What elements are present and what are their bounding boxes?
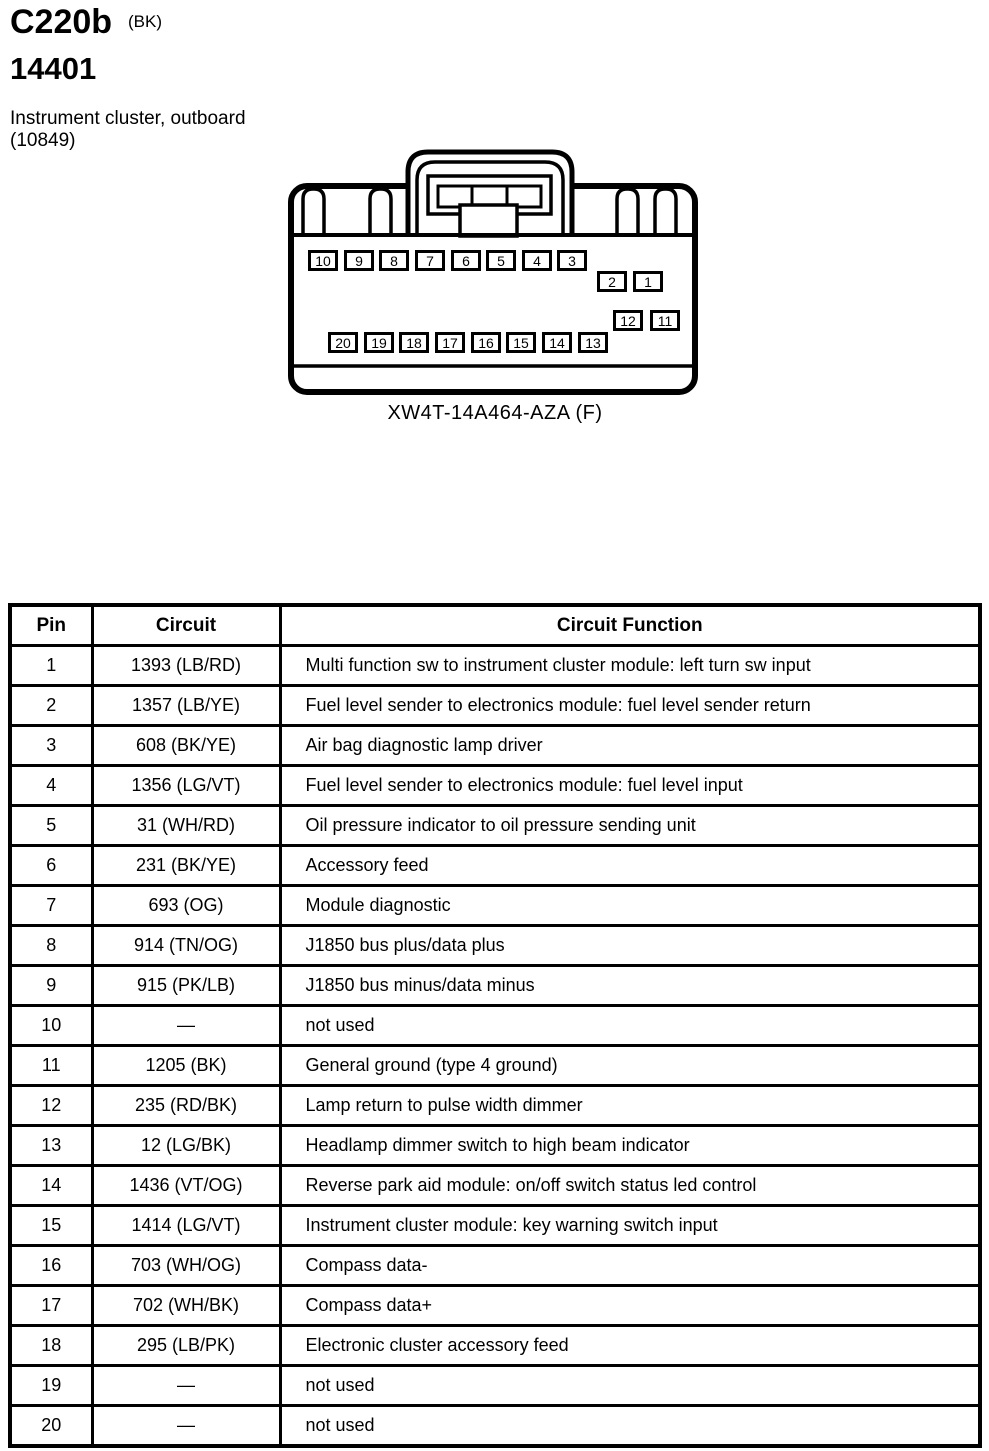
function-cell: Instrument cluster module: key warning switch input	[280, 1206, 980, 1246]
circuit-cell: 231 (BK/YE)	[92, 846, 280, 886]
pin-cavity-10: 10	[308, 250, 338, 271]
circuit-cell: 608 (BK/YE)	[92, 726, 280, 766]
table-row	[10, 966, 980, 1006]
pin-cavity-17: 17	[435, 332, 465, 353]
function-cell: General ground (type 4 ground)	[280, 1046, 980, 1086]
pin-cavity-11: 11	[650, 310, 680, 331]
circuit-cell: 1356 (LG/VT)	[92, 766, 280, 806]
pin-cell: 6	[10, 846, 92, 886]
connector-part-label: XW4T-14A464-AZA (F)	[387, 402, 603, 424]
connector-id: C220b	[10, 3, 113, 41]
pin-cell: 19	[10, 1366, 92, 1406]
column-header-circuit-function: Circuit Function	[280, 605, 980, 646]
pin-cell: 11	[10, 1046, 92, 1086]
circuit-cell: 295 (LB/PK)	[92, 1326, 280, 1366]
connector-description: Instrument cluster, outboard	[10, 108, 246, 129]
circuit-cell: —	[92, 1366, 280, 1406]
function-cell: Fuel level sender to electronics module: fuel level input	[280, 766, 980, 806]
table-row	[10, 1086, 980, 1126]
table-row	[10, 1046, 980, 1086]
pin-cavity-14: 14	[542, 332, 572, 353]
connector-rib	[655, 189, 676, 235]
pin-cavity-20: 20	[328, 332, 358, 353]
pin-cavity-5: 5	[486, 250, 516, 271]
connector-description-code: (10849)	[10, 130, 76, 151]
function-cell: Electronic cluster accessory feed	[280, 1326, 980, 1366]
pin-cavity-19: 19	[364, 332, 394, 353]
connector-rib	[617, 189, 638, 235]
pinout-table	[8, 603, 982, 1448]
function-cell: Module diagnostic	[280, 886, 980, 926]
function-cell: Accessory feed	[280, 846, 980, 886]
pin-cavity-16: 16	[471, 332, 501, 353]
table-row	[10, 886, 980, 926]
function-cell: J1850 bus minus/data minus	[280, 966, 980, 1006]
part-number: 14401	[10, 51, 97, 86]
table-header-row	[10, 605, 980, 646]
pin-cell: 4	[10, 766, 92, 806]
pin-cell: 8	[10, 926, 92, 966]
circuit-cell: 1393 (LB/RD)	[92, 646, 280, 686]
pin-cavity-6: 6	[451, 250, 481, 271]
circuit-cell: 12 (LG/BK)	[92, 1126, 280, 1166]
column-header-pin: Pin	[10, 605, 92, 646]
circuit-cell: 702 (WH/BK)	[92, 1286, 280, 1326]
pin-cell: 1	[10, 646, 92, 686]
pin-cavity-3: 3	[557, 250, 587, 271]
pin-cell: 17	[10, 1286, 92, 1326]
table-row	[10, 1166, 980, 1206]
pin-cavity-8: 8	[379, 250, 409, 271]
table-row	[10, 686, 980, 726]
circuit-cell: —	[92, 1006, 280, 1046]
pin-cavity-18: 18	[399, 332, 429, 353]
function-cell: not used	[280, 1006, 980, 1046]
pin-cavity-2: 2	[597, 271, 627, 292]
pin-cavity-13: 13	[578, 332, 608, 353]
pin-cell: 12	[10, 1086, 92, 1126]
pin-cavity-7: 7	[415, 250, 445, 271]
table-row	[10, 1366, 980, 1406]
function-cell: Multi function sw to instrument cluster module: left turn sw input	[280, 646, 980, 686]
circuit-cell: 693 (OG)	[92, 886, 280, 926]
function-cell: Oil pressure indicator to oil pressure sending unit	[280, 806, 980, 846]
function-cell: not used	[280, 1406, 980, 1447]
pin-cavity-1: 1	[633, 271, 663, 292]
table-row	[10, 1126, 980, 1166]
circuit-cell: 1205 (BK)	[92, 1046, 280, 1086]
table-row	[10, 1286, 980, 1326]
function-cell: Headlamp dimmer switch to high beam indicator	[280, 1126, 980, 1166]
function-cell: Air bag diagnostic lamp driver	[280, 726, 980, 766]
pin-cell: 3	[10, 726, 92, 766]
pin-cell: 7	[10, 886, 92, 926]
pin-cell: 2	[10, 686, 92, 726]
table-row	[10, 726, 980, 766]
pin-cell: 13	[10, 1126, 92, 1166]
table-row	[10, 1206, 980, 1246]
connector-rib	[303, 189, 324, 235]
pin-cell: 10	[10, 1006, 92, 1046]
pin-cavity-15: 15	[506, 332, 536, 353]
table-row	[10, 846, 980, 886]
pin-cell: 5	[10, 806, 92, 846]
connector-latch-stem	[460, 205, 517, 236]
circuit-cell: 1357 (LB/YE)	[92, 686, 280, 726]
function-cell: Compass data+	[280, 1286, 980, 1326]
function-cell: J1850 bus plus/data plus	[280, 926, 980, 966]
circuit-cell: 31 (WH/RD)	[92, 806, 280, 846]
connector-drawing	[0, 0, 989, 450]
pin-cell: 14	[10, 1166, 92, 1206]
pin-cavity-12: 12	[613, 310, 643, 331]
table-row	[10, 806, 980, 846]
pin-cell: 16	[10, 1246, 92, 1286]
table-row	[10, 646, 980, 686]
table-row	[10, 1006, 980, 1046]
pin-cell: 9	[10, 966, 92, 1006]
pin-cell: 20	[10, 1406, 92, 1447]
circuit-cell: 1436 (VT/OG)	[92, 1166, 280, 1206]
circuit-cell: —	[92, 1406, 280, 1447]
table-row	[10, 1246, 980, 1286]
function-cell: not used	[280, 1366, 980, 1406]
table-row	[10, 1326, 980, 1366]
table-row	[10, 1406, 980, 1447]
circuit-cell: 1414 (LG/VT)	[92, 1206, 280, 1246]
table-row	[10, 766, 980, 806]
pin-cavity-4: 4	[522, 250, 552, 271]
function-cell: Lamp return to pulse width dimmer	[280, 1086, 980, 1126]
circuit-cell: 914 (TN/OG)	[92, 926, 280, 966]
pin-cell: 15	[10, 1206, 92, 1246]
table-row	[10, 926, 980, 966]
circuit-cell: 235 (RD/BK)	[92, 1086, 280, 1126]
circuit-cell: 915 (PK/LB)	[92, 966, 280, 1006]
function-cell: Fuel level sender to electronics module: fuel level sender return	[280, 686, 980, 726]
function-cell: Reverse park aid module: on/off switch status led control	[280, 1166, 980, 1206]
pin-cell: 18	[10, 1326, 92, 1366]
connector-rib	[370, 189, 391, 235]
circuit-cell: 703 (WH/OG)	[92, 1246, 280, 1286]
pin-cavity-9: 9	[344, 250, 374, 271]
connector-color-code: (BK)	[128, 12, 162, 31]
column-header-circuit: Circuit	[92, 605, 280, 646]
function-cell: Compass data-	[280, 1246, 980, 1286]
